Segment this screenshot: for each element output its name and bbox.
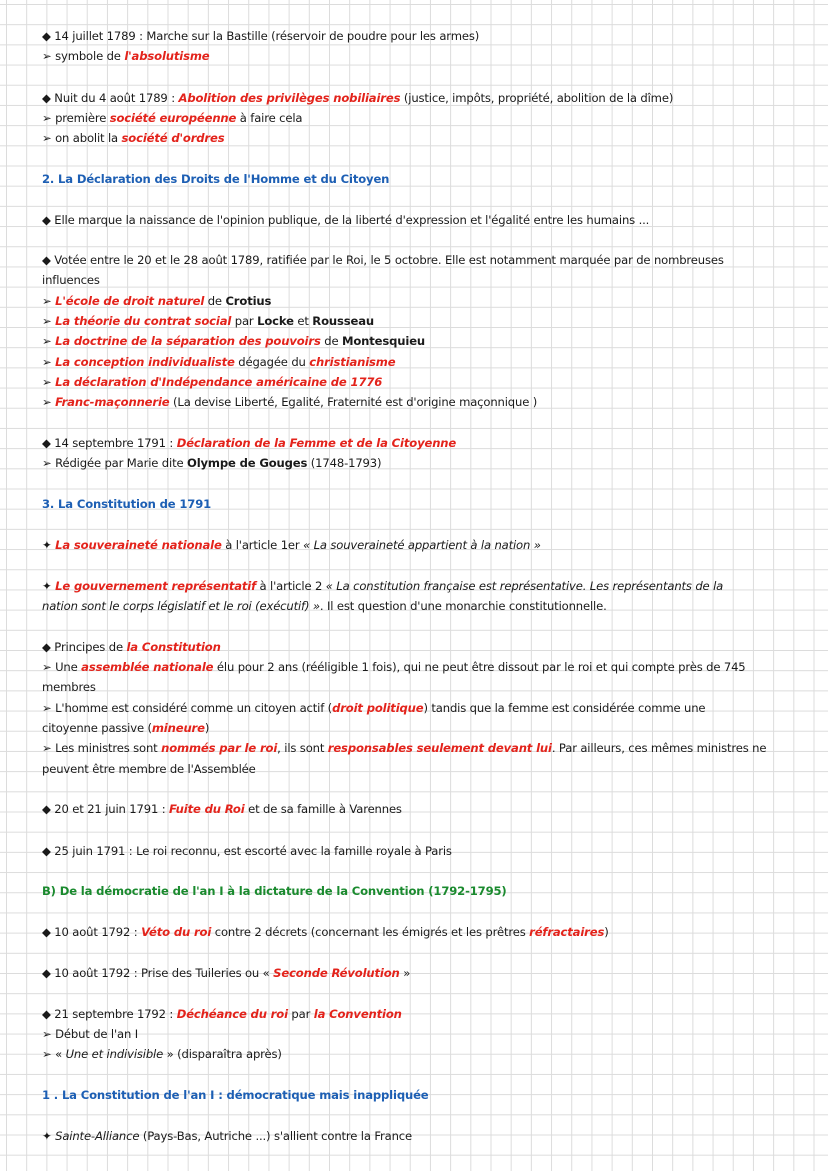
bullet-bastille: ◆ 14 juillet 1789 : Marche sur la Bastille (réservoir de poudre pour les armes) <box>42 29 480 43</box>
bullet-fuite-roi: ◆ 20 et 21 juin 1791 : Fuite du Roi et de sa famille à Varennes <box>42 802 402 816</box>
bullet-25-juin: ◆ 25 juin 1791 : Le roi reconnu, est escorté avec la famille royale à Paris <box>42 844 452 858</box>
sub-une-indivisible: ➢ « Une et indivisible » (disparaîtra après) <box>42 1047 282 1061</box>
sub-ministres-cont: peuvent être membre de l'Assemblée <box>42 762 256 776</box>
bullet-gouvernement: ✦ Le gouvernement représentatif à l'article 2 « La constitution française est représentative. Les représentants de la <box>42 579 724 593</box>
bullet-nuit-4-aout: ◆ Nuit du 4 août 1789 : Abolition des privilèges nobiliaires (justice, impôts, propriété, abolition de la dîme) <box>42 91 674 105</box>
bullet-decheance: ◆ 21 septembre 1792 : Déchéance du roi par la Convention <box>42 1007 402 1021</box>
sub-assemblee-cont: membres <box>42 680 96 694</box>
sub-separation-pouvoirs: ➢ La doctrine de la séparation des pouvoirs de Montesquieu <box>42 334 426 348</box>
sub-societe-ordres: ➢ on abolit la société d'ordres <box>42 131 225 145</box>
heading-constitution-1791: 3. La Constitution de 1791 <box>42 497 212 511</box>
heading-democratie-an-1: B) De la démocratie de l'an I à la dictature de la Convention (1792-1795) <box>42 884 507 898</box>
sub-contrat-social: ➢ La théorie du contrat social par Locke et Rousseau <box>42 314 374 328</box>
sub-independance: ➢ La déclaration d'Indépendance américaine de 1776 <box>42 375 383 389</box>
bullet-tuileries: ◆ 10 août 1792 : Prise des Tuileries ou « Seconde Révolution » <box>42 966 411 980</box>
bullet-souverainete: ✦ La souveraineté nationale à l'article 1er « La souveraineté appartient à la nation » <box>42 538 541 552</box>
sub-absolutisme: ➢ symbole de l'absolutisme <box>42 49 210 63</box>
bullet-votee-cont: influences <box>42 273 100 287</box>
bullet-opinion-publique: ◆ Elle marque la naissance de l'opinion publique, de la liberté d'expression et l'égalité entre les humains ... <box>42 213 650 227</box>
bullet-veto-roi: ◆ 10 août 1792 : Véto du roi contre 2 décrets (concernant les émigrés et les prêtres réfractaires) <box>42 925 609 939</box>
sub-debut-an-1: ➢ Début de l'an I <box>42 1027 138 1041</box>
bullet-sainte-alliance: ✦ Sainte-Alliance (Pays-Bas, Autriche ...) s'allient contre la France <box>42 1129 413 1143</box>
sub-franc-maconnerie: ➢ Franc-maçonnerie (La devise Liberté, Egalité, Fraternité est d'origine maçonnique ) <box>42 395 538 409</box>
sub-droit-naturel: ➢ L'école de droit naturel de Crotius <box>42 294 272 308</box>
bullet-declaration-femme: ◆ 14 septembre 1791 : Déclaration de la Femme et de la Citoyenne <box>42 436 457 450</box>
sub-societe-europeenne: ➢ première société européenne à faire cela <box>42 111 303 125</box>
heading-declaration: 2. La Déclaration des Droits de l'Homme et du Citoyen <box>42 172 390 186</box>
sub-olympe: ➢ Rédigée par Marie dite Olympe de Gouges (1748-1793) <box>42 456 382 470</box>
sub-citoyen-actif: ➢ L'homme est considéré comme un citoyen actif (droit politique) tandis que la femme est considérée comme une <box>42 701 706 715</box>
bullet-votee: ◆ Votée entre le 20 et le 28 août 1789, ratifiée par le Roi, le 5 octobre. Elle est notamment marquée par de nombreuses <box>42 253 724 267</box>
sub-individualiste: ➢ La conception individualiste dégagée du christianisme <box>42 355 396 369</box>
bullet-gouvernement-cont: nation sont le corps législatif et le roi (exécutif) ». Il est question d'une monarchie constitutionnelle. <box>42 599 607 613</box>
sub-assemblee: ➢ Une assemblée nationale élu pour 2 ans (rééligible 1 fois), qui ne peut être dissout par le roi et qui compte près de 745 <box>42 660 746 674</box>
bullet-principes: ◆ Principes de la Constitution <box>42 640 221 654</box>
sub-ministres: ➢ Les ministres sont nommés par le roi, ils sont responsables seulement devant lui. Par ailleurs, ces mêmes ministres ne <box>42 741 767 755</box>
heading-constitution-an-1: 1 . La Constitution de l'an I : démocratique mais inappliquée <box>42 1088 429 1102</box>
sub-citoyen-actif-cont: citoyenne passive (mineure) <box>42 721 210 735</box>
